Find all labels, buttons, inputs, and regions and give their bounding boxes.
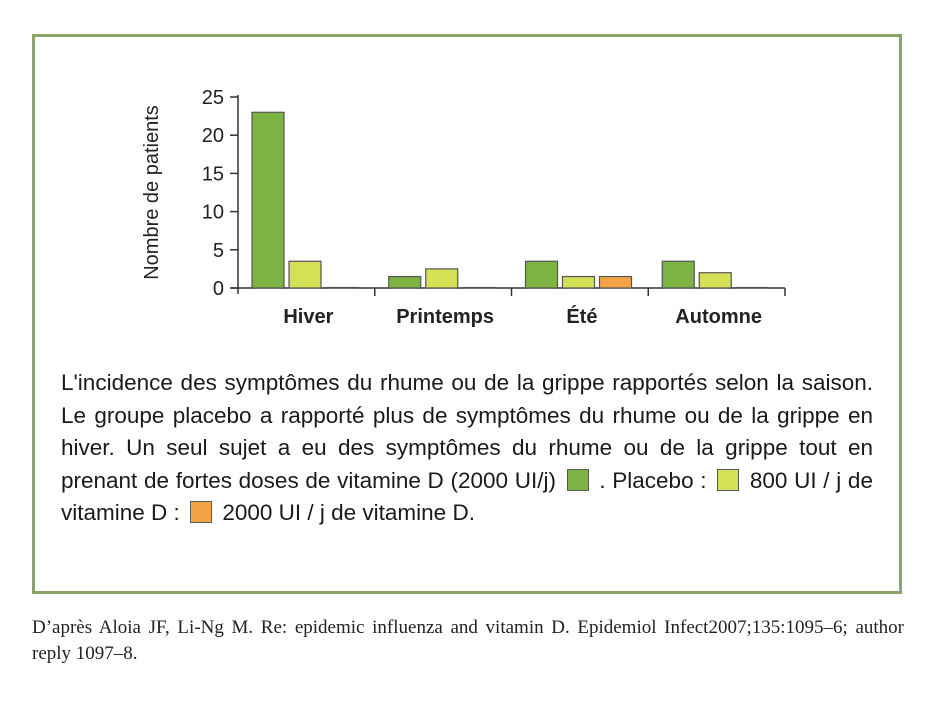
bar-2000-ui-j-de-vitamine-d — [463, 288, 495, 289]
bar-2000-ui-j-de-vitamine-d — [326, 288, 358, 289]
bar-chart — [35, 37, 899, 347]
bar-2000-ui-j-de-vitamine-d — [600, 277, 632, 288]
x-tick-label: Automne — [675, 306, 762, 328]
x-tick-label: Hiver — [283, 306, 334, 328]
y-tick-label: 0 — [212, 278, 224, 300]
swatch-green-icon — [567, 469, 589, 491]
caption-800-label: 800 UI / j de vitamine D : — [61, 467, 873, 525]
swatch-orange-icon — [190, 501, 212, 523]
figure-box — [32, 34, 902, 594]
swatch-yellow-icon — [717, 469, 739, 491]
bar-800-ui-j-de-vitamine-d — [563, 277, 595, 288]
bar-800-ui-j-de-vitamine-d — [426, 269, 458, 288]
caption-placebo-label: . Placebo : — [599, 467, 707, 493]
figure-caption — [61, 367, 873, 530]
bar-placebo — [526, 261, 558, 288]
y-tick-label: 15 — [201, 163, 224, 186]
y-tick-label: 5 — [212, 239, 224, 262]
caption-text: L'incidence des symptômes du rhume ou de la grippe rapportés selon la saison. Le groupe placebo a rapporté plus de symptômes du rhume ou de la grippe en hiver. Un seul sujet a eu des symptômes du rhume ou de la grippe tout en prenant de fortes doses de vitamine D (2000 UI/j) — [61, 370, 873, 493]
x-tick-label: Été — [566, 306, 598, 328]
y-tick-label: 10 — [201, 201, 224, 224]
y-tick-label: 20 — [201, 125, 224, 148]
caption-2000-label: 2000 UI / j de vitamine D. — [222, 500, 475, 525]
bar-800-ui-j-de-vitamine-d — [699, 273, 731, 288]
source-citation: D’après Aloia JF, Li-Ng M. Re: epidemic influenza and vitamin D. Epidemiol Infect2007;135:1095–6; author reply 1097–8. — [32, 617, 904, 664]
y-axis-label: Nombre de patients — [141, 105, 163, 280]
x-tick-label: Printemps — [396, 306, 495, 328]
bar-placebo — [252, 112, 284, 288]
bar-2000-ui-j-de-vitamine-d — [736, 288, 768, 289]
y-tick-label: 25 — [201, 87, 224, 109]
bar-800-ui-j-de-vitamine-d — [289, 261, 321, 288]
bar-placebo — [662, 261, 694, 288]
bar-placebo — [389, 277, 421, 288]
